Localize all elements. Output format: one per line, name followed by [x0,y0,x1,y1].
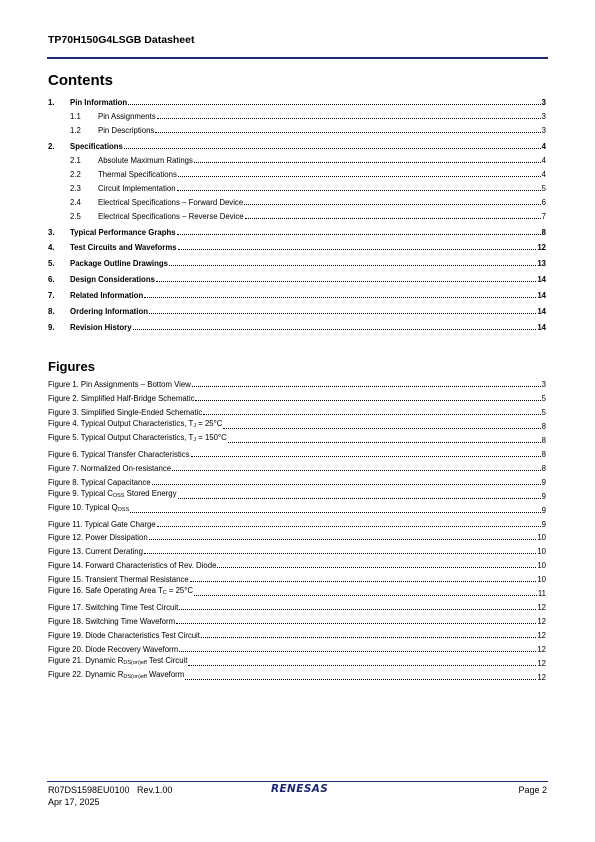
figure-entry-title: Figure 18. Switching Time Waveform [48,617,176,627]
dot-leader [244,204,540,205]
dot-leader [149,313,536,314]
toc-entry-page: 4 [541,142,546,151]
figure-entry-page: 11 [537,589,546,599]
toc-entry[interactable] [48,272,546,284]
figure-entry-page: 9 [541,477,546,487]
toc-entry-page: 3 [541,98,546,107]
toc-entry-page: 4 [541,156,546,165]
footer-doc-number: R07DS1598EU0100 Rev.1.00 [48,785,173,795]
figure-entry[interactable] [48,391,546,403]
figure-entry[interactable] [48,377,546,389]
toc-entry[interactable] [48,225,546,237]
toc-entry[interactable] [48,195,546,207]
figure-entry-page: 12 [537,617,546,627]
toc-entry-title: Package Outline Drawings [70,259,168,268]
dot-leader [217,567,536,568]
dot-leader [223,428,540,429]
toc-entry-number: 2.4 [70,198,81,207]
figure-entry[interactable] [48,489,546,501]
toc-entry-title: Typical Performance Graphs [70,228,176,237]
toc-entry-number: 2.3 [70,184,81,193]
contents-heading: Contents [48,72,113,89]
toc-entry[interactable] [48,304,546,316]
toc-entry-number: 1.2 [70,126,81,135]
dot-leader [179,609,536,610]
dot-leader [155,132,540,133]
toc-entry[interactable] [48,95,546,107]
toc-entry-title: Circuit Implementation [98,184,176,193]
toc-entry-title: Pin Descriptions [98,126,155,135]
toc-entry-page: 14 [537,291,546,300]
figure-entry[interactable] [48,642,546,654]
figure-entry-title: Figure 6. Typical Transfer Characteristics [48,449,190,459]
figure-entry-page: 10 [537,547,546,557]
footer-date: Apr 17, 2025 [48,797,100,807]
dot-leader [128,104,540,105]
figure-entry[interactable] [48,530,546,542]
figure-entry-page: 8 [541,435,546,445]
dot-leader [178,249,537,250]
dot-leader [177,234,541,235]
dot-leader [156,281,536,282]
figure-entry-title: Figure 20. Diode Recovery Waveform [48,645,179,655]
toc-entry-number: 2. [48,142,55,151]
figures-heading: Figures [48,359,95,374]
figure-entry[interactable] [48,558,546,570]
toc-entry[interactable] [48,167,546,179]
figure-entry-page: 12 [537,603,546,613]
figure-entry[interactable] [48,600,546,612]
figure-entry[interactable] [48,419,546,431]
toc-entry-number: 2.1 [70,156,81,165]
figure-entry-title: Figure 19. Diode Characteristics Test Circuit [48,631,200,641]
toc-entry-title: Related Information [70,291,144,300]
figure-entry-page: 10 [537,561,546,571]
dot-leader [192,386,541,387]
dot-leader [130,512,540,513]
toc-entry[interactable] [48,320,546,332]
figure-entry-title: Figure 8. Typical Capacitance [48,477,151,487]
toc-entry-page: 12 [537,243,546,252]
figure-entry-title: Figure 4. Typical Output Characteristics, $T_J = 25^\circ C$ [48,418,223,429]
toc-entry-page: 4 [541,170,546,179]
toc-entry-number: 2.2 [70,170,81,179]
toc-entry-page: 7 [541,212,546,221]
footer-divider [47,781,548,782]
toc-entry-page: 13 [537,259,546,268]
figure-entry[interactable] [48,461,546,473]
figure-entry-title: Figure 11. Typical Gate Charge [48,519,156,529]
renesas-logo: RENESAS [271,783,329,795]
toc-entry-title: Specifications [70,142,123,151]
dot-leader [228,442,541,443]
toc-entry-number: 6. [48,275,55,284]
figure-entry-title: Figure 21. Dynamic $R_{DS(on)eff}$ Test Circuit [48,656,188,666]
toc-entry-number: 9. [48,323,55,332]
toc-entry-page: 3 [541,126,546,135]
figure-entry-page: 12 [537,645,546,655]
dot-leader [203,414,540,415]
toc-entry[interactable] [48,209,546,221]
figure-entry-title: Figure 14. Forward Characteristics of Rev. Diode [48,561,217,571]
figure-entry-title: Figure 10. Typical $Q_{OSS}$ [48,502,130,513]
figure-entry-page: 5 [541,393,546,403]
dot-leader [172,470,541,471]
toc-entry-title: Design Considerations [70,275,155,284]
toc-entry-page: 5 [541,184,546,193]
toc-entry-title: Electrical Specifications – Reverse Device [98,212,244,221]
figure-entry[interactable] [48,447,546,459]
figure-entry[interactable] [48,503,546,515]
figure-entry-title: Figure 13. Current Derating [48,547,143,557]
dot-leader [178,176,541,177]
dot-leader [176,623,536,624]
figure-entry-page: 8 [541,449,546,459]
figure-entry[interactable] [48,614,546,626]
figure-entry[interactable] [48,670,546,682]
dot-leader [169,265,536,266]
toc-entry-page: 14 [537,307,546,316]
figure-entry-page: 9 [541,505,546,515]
dot-leader [194,595,537,596]
toc-entry-number: 8. [48,307,55,316]
dot-leader [157,118,541,119]
figure-entry-title: Figure 1. Pin Assignments – Bottom View [48,380,191,389]
toc-entry[interactable] [48,123,546,135]
figure-entry[interactable] [48,405,546,417]
toc-entry-page: 3 [541,112,546,121]
dot-leader [133,329,537,330]
figure-entry-page: 5 [541,407,546,417]
dot-leader [245,218,541,219]
figure-entry[interactable] [48,433,546,445]
page-header-title: TP70H150G4LSGB Datasheet [48,34,195,46]
toc-entry-page: 6 [541,198,546,207]
figure-entry[interactable] [48,586,546,598]
figure-entry-title: Figure 9. Typical $C_{OSS}$ Stored Energy [48,488,177,499]
dot-leader [157,526,541,527]
toc-entry[interactable] [48,139,546,151]
toc-entry-page: 8 [541,228,546,237]
figure-entry-title: Figure 5. Typical Output Characteristics, $T_J = 150^\circ C$ [48,432,227,443]
dot-leader [144,297,536,298]
dot-leader [177,190,541,191]
toc-entry-title: Revision History [70,323,132,332]
figure-entry-title: Figure 12. Power Dissipation [48,533,148,543]
dot-leader [152,484,541,485]
dot-leader [188,665,536,666]
toc-entry[interactable] [48,109,546,121]
figure-entry-page: 10 [537,533,546,543]
footer-page-number: Page 2 [518,785,547,795]
toc-entry-number: 1.1 [70,112,81,121]
figure-entry-title: Figure 15. Transient Thermal Resistance [48,575,189,585]
toc-entry-number: 3. [48,228,55,237]
figure-entry-page: 12 [537,659,546,668]
dot-leader [201,637,536,638]
dot-leader [195,400,540,401]
toc-entry[interactable] [48,181,546,193]
dot-leader [179,651,536,652]
toc-entry-title: Absolute Maximum Ratings [98,156,193,165]
figure-entry-page: 10 [537,575,546,585]
figure-entry-title: Figure 22. Dynamic $R_{DS(on)eff}$ Waveform [48,669,185,680]
figure-entry-title: Figure 17. Switching Time Test Circuit [48,603,179,613]
toc-entry[interactable] [48,153,546,165]
dot-leader [190,581,537,582]
figure-entry[interactable] [48,544,546,556]
figure-entry-page: 12 [537,672,546,682]
figure-entry[interactable] [48,517,546,529]
figure-entry-page: 9 [541,491,546,501]
toc-entry-title: Thermal Specifications [98,170,177,179]
toc-entry-number: 2.5 [70,212,81,221]
toc-entry-number: 4. [48,243,55,252]
toc-entry-title: Pin Assignments [98,112,156,121]
figure-entry-page: 8 [541,463,546,473]
dot-leader [149,539,537,540]
toc-entry-page: 14 [537,275,546,284]
toc-entry-page: 14 [537,323,546,332]
figure-entry-page: 12 [537,631,546,641]
dot-leader [194,162,541,163]
toc-entry[interactable] [48,256,546,268]
toc-entry-title: Pin Information [70,98,128,107]
figure-entry[interactable] [48,628,546,640]
dot-leader [124,148,541,149]
figure-entry-page: 8 [541,421,546,431]
figure-entry-page: 3 [541,380,546,389]
figure-entry-title: Figure 7. Normalized On-resistance [48,463,172,473]
figure-entry-title: Figure 2. Simplified Half-Bridge Schematic [48,393,195,403]
figure-entry-page: 9 [541,519,546,529]
dot-leader [185,679,536,680]
toc-entry-number: 1. [48,98,55,107]
figure-entry-title: Figure 3. Simplified Single-Ended Schematic [48,407,203,417]
toc-entry-title: Electrical Specifications – Forward Device [98,198,244,207]
dot-leader [178,498,541,499]
toc-entry[interactable] [48,240,546,252]
header-divider [47,57,548,59]
figure-entry[interactable] [48,656,546,668]
dot-leader [144,553,536,554]
toc-entry-number: 7. [48,291,55,300]
figure-entry-title: Figure 16. Safe Operating Area $T_C = 25^\circ C$ [48,586,194,597]
toc-entry-number: 5. [48,259,55,268]
toc-entry-title: Ordering Information [70,307,148,316]
figure-entry[interactable] [48,475,546,487]
toc-entry[interactable] [48,288,546,300]
toc-entry-title: Test Circuits and Waveforms [70,243,177,252]
dot-leader [191,456,541,457]
figure-entry[interactable] [48,572,546,584]
